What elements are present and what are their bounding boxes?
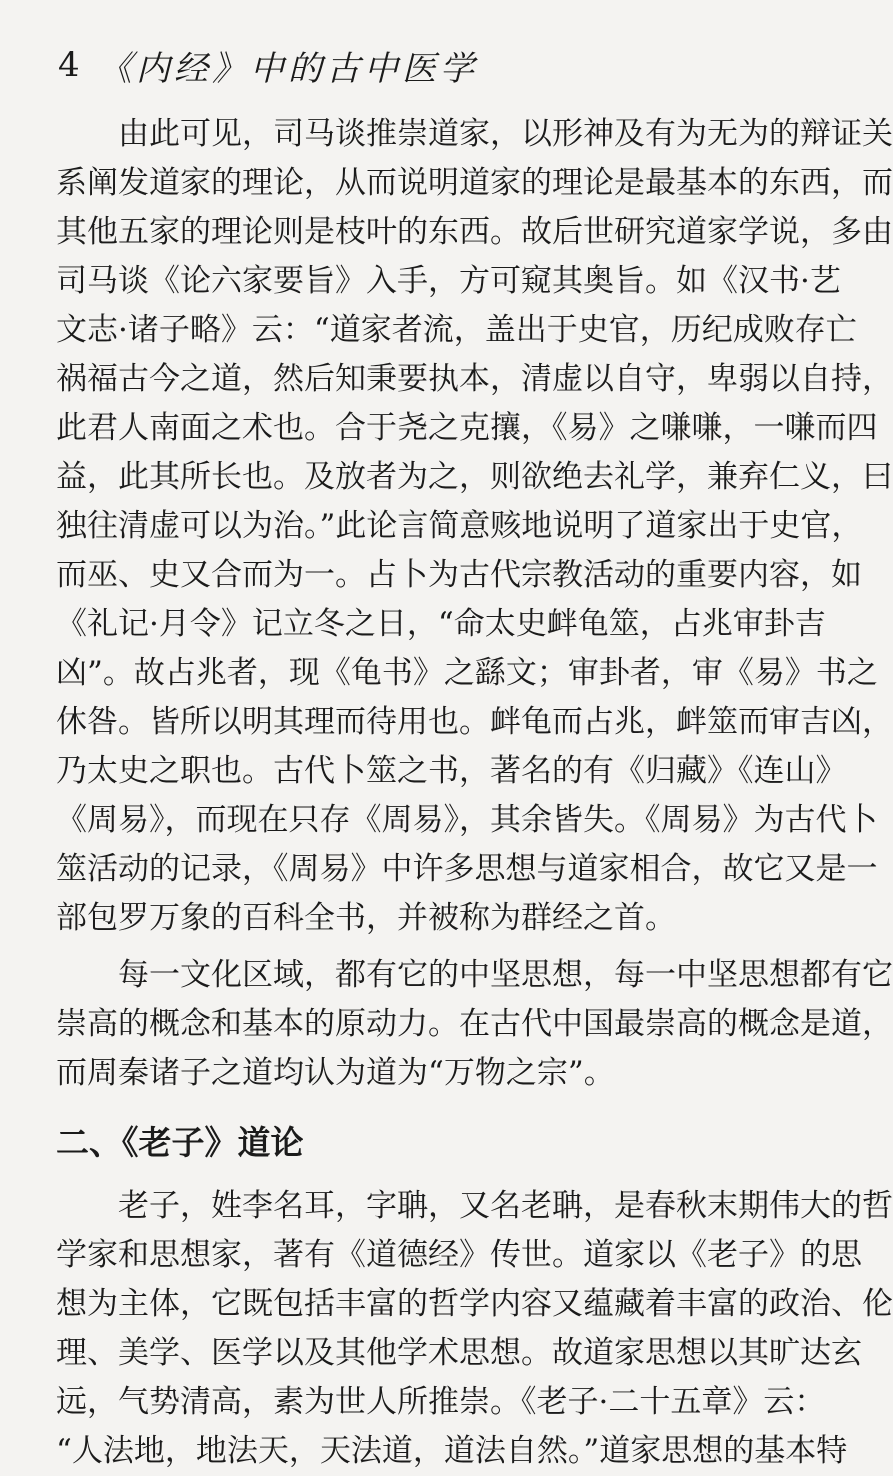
text-line: 想为主体，它既包括丰富的哲学内容又蕴藏着丰富的政治、伦 (56, 1286, 893, 1322)
text-line: 筮活动的记录，《周易》中许多思想与道家相合，故它又是一 (56, 851, 878, 887)
text-line: 凶”。故占兆者，现《龟书》之繇文；审卦者，审《易》书之 (56, 655, 878, 691)
text-line: 其他五家的理论则是枝叶的东西。故后世研究道家学说，多由 (56, 214, 893, 250)
paragraph-spacer (56, 943, 750, 951)
text-line: “人法地，地法天，天法道，道法自然。”道家思想的基本特 (56, 1433, 848, 1469)
text-line: 独往清虚可以为治。”此论言简意赅地说明了道家出于史官， (56, 508, 863, 544)
page-header (58, 40, 478, 90)
text-line: 每一文化区域，都有它的中坚思想，每一中坚思想都有它 (118, 957, 893, 993)
text-line: 祸福古今之道，然后知秉要执本，清虚以自守，卑弱以自持， (56, 361, 893, 397)
text-line: 远，气势清高，素为世人所推崇。《老子·二十五章》云： (56, 1384, 826, 1420)
text-line: 益，此其所长也。及放者为之，则欲绝去礼学，兼弃仁义，曰 (56, 459, 893, 495)
page-number: 4 (58, 45, 80, 85)
text-line: 老子，姓李名耳，字聃，又名老聃，是春秋末期伟大的哲 (118, 1188, 893, 1224)
text-line: 部包罗万象的百科全书，并被称为群经之首。 (56, 900, 676, 936)
paragraph-3 (56, 1182, 893, 1476)
text-line: 司马谈《论六家要旨》入手，方可窥其奥旨。如《汉书·艺 (56, 263, 841, 299)
paragraph-1 (56, 110, 893, 943)
text-line: 理、美学、医学以及其他学术思想。故道家思想以其旷达玄 (56, 1335, 862, 1371)
text-line: 文志·诸子略》云：“道家者流，盖出于史官，历纪成败存亡 (56, 312, 857, 348)
text-line: 休咎。皆所以明其理而待用也。衅龟而占兆，衅筮而审吉凶， (56, 704, 893, 740)
text-line: 此君人南面之术也。合于尧之克攘，《易》之嗛嗛，一嗛而四 (56, 410, 878, 446)
text-line: 崇高的概念和基本的原动力。在古代中国最崇高的概念是道， (56, 1006, 893, 1042)
text-line: 而巫、史又合而为一。占卜为古代宗教活动的重要内容，如 (56, 557, 862, 593)
text-line: 《周易》，而现在只存《周易》，其余皆失。《周易》为古代卜 (56, 802, 878, 838)
text-line: 乃太史之职也。古代卜筮之书，著名的有《归藏》《连山》 (56, 753, 847, 789)
body-text (56, 110, 893, 1476)
text-line: 系阐发道家的理论，从而说明道家的理论是最基本的东西，而 (56, 165, 893, 201)
text-line: 《礼记·月令》记立冬之日，“命太史衅龟筮，占兆审卦吉 (56, 606, 826, 642)
section-heading: 二、《老子》道论 (56, 1123, 304, 1162)
text-line: 而周秦诸子之道均认为道为“万物之宗”。 (56, 1055, 615, 1091)
text-line: 由此可见，司马谈推崇道家，以形神及有为无为的辩证关 (118, 116, 893, 152)
paragraph-2 (56, 951, 893, 1098)
text-line: 学家和思想家，著有《道德经》传世。道家以《老子》的思 (56, 1237, 862, 1273)
running-title: 《内经》中的古中医学 (98, 48, 478, 89)
